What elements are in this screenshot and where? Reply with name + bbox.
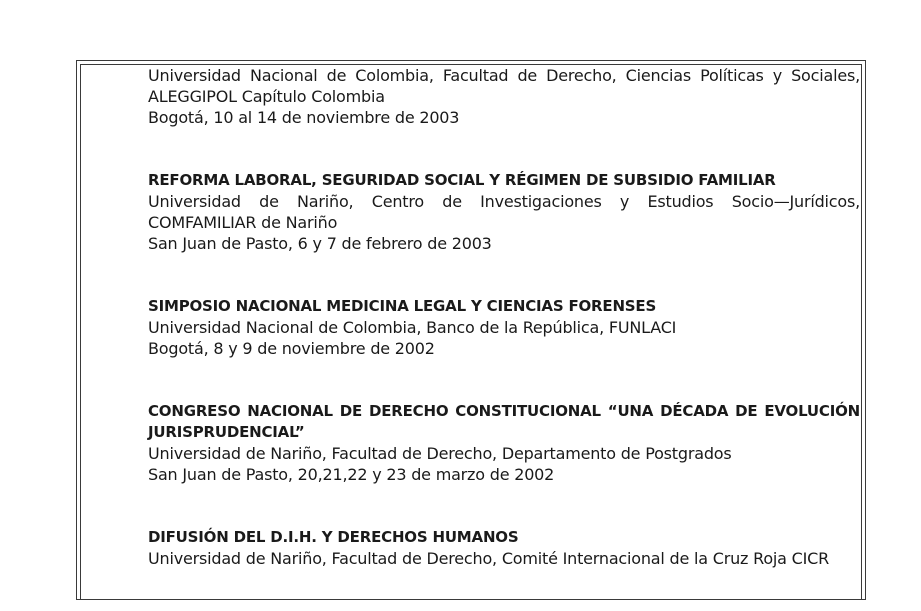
event-title: CONGRESO NACIONAL DE DERECHO CONSTITUCIONAL “UNA DÉCADA DE EVOLUCIÓN JURISPRUDENCIAL”	[148, 402, 860, 441]
event-place-date: San Juan de Pasto, 20,21,22 y 23 de marzo de 2002	[148, 465, 555, 484]
event-organizers: Universidad Nacional de Colombia, Facultad de Derecho, Ciencias Políticas y Sociales, ALEGGIPOL Capítulo Colombia	[148, 66, 860, 106]
event-organizers: Universidad de Nariño, Centro de Investigaciones y Estudios Socio—Jurídicos, COMFAMILIAR de Nariño	[148, 192, 860, 232]
event-organizers: Universidad de Nariño, Facultad de Derecho, Departamento de Postgrados	[148, 444, 732, 463]
event-entry	[148, 527, 860, 569]
event-place-date: Bogotá, 8 y 9 de noviembre de 2002	[148, 339, 435, 358]
event-title: SIMPOSIO NACIONAL MEDICINA LEGAL Y CIENCIAS FORENSES	[148, 297, 657, 315]
event-entry	[148, 65, 860, 128]
event-title: REFORMA LABORAL, SEGURIDAD SOCIAL Y RÉGIMEN DE SUBSIDIO FAMILIAR	[148, 171, 776, 189]
event-entry	[148, 401, 860, 485]
event-organizers: Universidad Nacional de Colombia, Banco de la República, FUNLACI	[148, 318, 677, 337]
event-organizers: Universidad de Nariño, Facultad de Derecho, Comité Internacional de la Cruz Roja CICR	[148, 549, 830, 568]
event-entry	[148, 170, 860, 254]
event-title: DIFUSIÓN DEL D.I.H. Y DERECHOS HUMANOS	[148, 528, 519, 546]
event-place-date: Bogotá, 10 al 14 de noviembre de 2003	[148, 108, 460, 127]
event-entry	[148, 296, 860, 359]
document-content	[148, 65, 860, 611]
event-place-date: San Juan de Pasto, 6 y 7 de febrero de 2003	[148, 234, 492, 253]
